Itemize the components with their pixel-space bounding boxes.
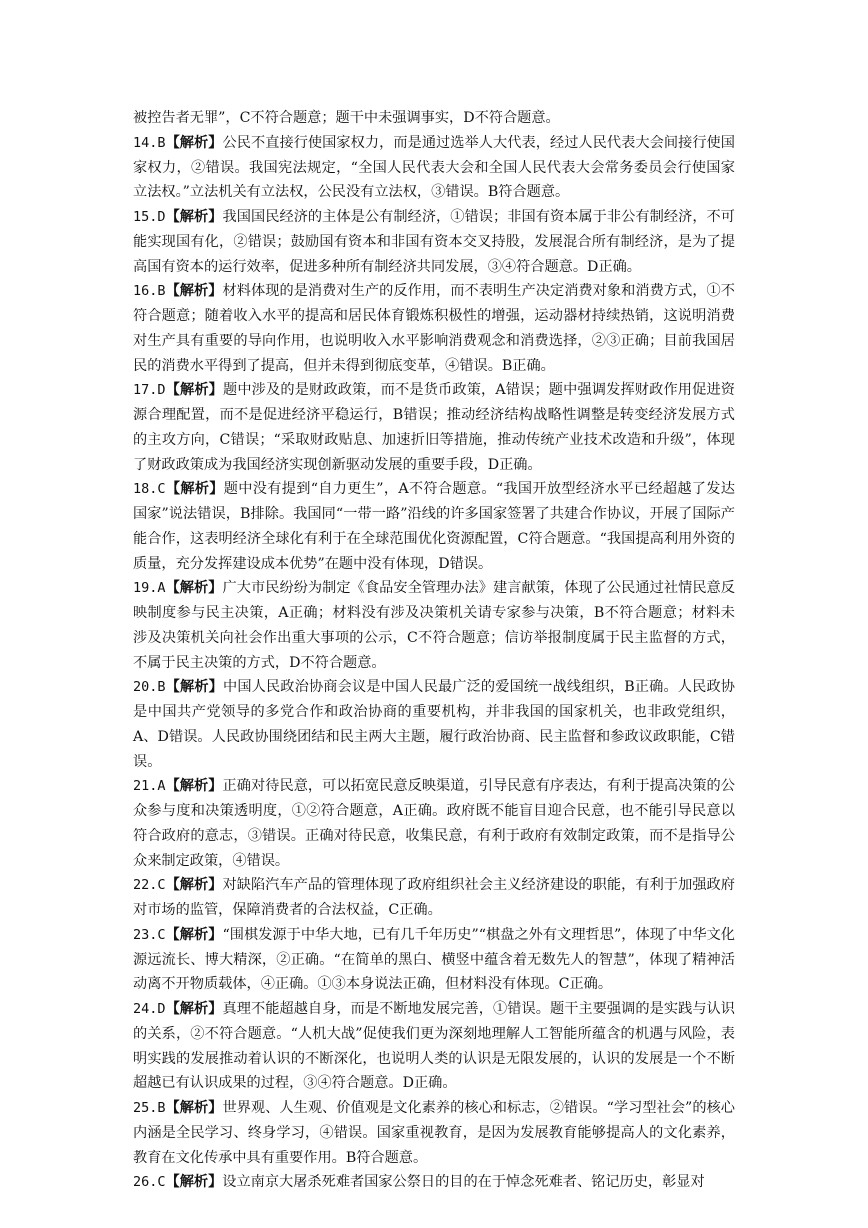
answer-number: 24.D (133, 1001, 166, 1017)
answer-number: 21.A (133, 778, 166, 795)
analysis-tag: 【解析】 (165, 1100, 223, 1116)
analysis-tag: 【解析】 (165, 283, 223, 300)
analysis-tag: 【解析】 (165, 1174, 223, 1191)
analysis-tag: 【解析】 (165, 926, 223, 943)
analysis-entry-16 (133, 279, 735, 378)
answer-number: 14.B (133, 134, 166, 151)
analysis-text: 公民不直接行使国家权力，而是通过选举人大代表，经过人民代表大会间接行使国家权力，②错误。我国宪法规定，“全国人民代表大会和全国人民代表大会常务委员会行使国家立法权。”立法机关有立法权，公民没有立法权，③错误。B符合题意。 (133, 134, 735, 201)
analysis-text: “围棋发源于中华大地，已有几千年历史”“棋盘之外有文理哲思”，体现了中华文化源远流长、博大精深，②正确。“在简单的黑白、横竖中蕴含着无数先人的智慧”，体现了精神活动离不开物质载体，④正确。①③本身说法正确，但材料没有体现。C正确。 (133, 926, 735, 993)
analysis-text: 我国国民经济的主体是公有制经济，①错误；非国有资本属于非公有制经济，不可能实现国有化，②错误；鼓励国有资本和非国有资本交叉持股，发展混合所有制经济，是为了提高国有资本的运行效率，促进多种所有制经济共同发展，③④符合题意。D正确。 (133, 209, 735, 275)
analysis-entry-17 (133, 378, 735, 477)
answer-number: 16.B (133, 283, 166, 300)
answer-number: 25.B (133, 1100, 166, 1116)
analysis-entry-22 (133, 873, 735, 923)
analysis-tag: 【解析】 (165, 134, 223, 151)
analysis-entry-26 (133, 1170, 735, 1195)
analysis-text: 广大市民纷纷为制定《食品安全管理办法》建言献策，体现了公民通过社情民意反映制度参与民主决策，A正确；材料没有涉及决策机关请专家参与决策，B不符合题意；材料未涉及决策机关向社会作出重大事项的公示，C不符合题意；信访举报制度属于民主监督的方式，不属于民主决策的方式，D不符合题意。 (133, 580, 735, 671)
analysis-text: 对缺陷汽车产品的管理体现了政府组织社会主义经济建设的职能，有利于加强政府对市场的监管，保障消费者的合法权益，C正确。 (133, 877, 735, 918)
analysis-text: 中国人民政治协商会议是中国人民最广泛的爱国统一战线组织，B正确。人民政协是中国共产党领导的多党合作和政治协商的重要机构，并非我国的国家机关，也非政党组织，A、D错误。人民政协围绕团结和民主两大主题，履行政治协商、民主监督和参政议政职能，C错误。 (133, 679, 735, 770)
answer-number: 22.C (133, 877, 166, 894)
analysis-tag: 【解析】 (165, 481, 224, 498)
analysis-entry-25 (133, 1096, 735, 1170)
answer-number: 23.C (133, 926, 166, 943)
analysis-entry-24 (133, 997, 735, 1096)
analysis-tag: 【解析】 (165, 877, 223, 894)
answer-number: 15.D (133, 209, 166, 225)
analysis-tag: 【解析】 (165, 679, 223, 696)
analysis-text: 设立南京大屠杀死难者国家公祭日的目的在于悼念死难者、铭记历史，彰显对 (222, 1174, 705, 1191)
analysis-entry-18 (133, 477, 735, 576)
analysis-entry-0 (133, 106, 735, 131)
analysis-text: 题中没有提到“自力更生”，A不符合题意。“我国开放型经济水平已经超越了发达国家”说法错误，B排除。我国同“一带一路”沿线的许多国家签署了共建合作协议，开展了国际产能合作，这表明经济全球化有利于在全球范围优化资源配置，C符合题意。“我国提高利用外资的质量，充分发挥建设成本优势”在题中没有体现，D错误。 (133, 481, 735, 572)
analysis-text: 材料体现的是消费对生产的反作用，而不表明生产决定消费对象和消费方式，①不符合题意；随着收入水平的提高和居民体育锻炼积极性的增强，运动器材持续热销，这说明消费对生产具有重要的导向作用，也说明收入水平影响消费观念和消费选择，②③正确；目前我国居民的消费水平得到了提高，但并未得到彻底变革，④错误。B正确。 (133, 283, 735, 374)
answer-number: 19.A (133, 580, 166, 597)
analysis-text: 世界观、人生观、价值观是文化素养的核心和标志，②错误。“学习型社会”的核心内涵是全民学习、终身学习，④错误。国家重视教育，是因为发展教育能够提高人的文化素养，教育在文化传承中具有重要作用。B符合题意。 (133, 1100, 735, 1166)
analysis-tag: 【解析】 (165, 382, 224, 399)
analysis-tag: 【解析】 (165, 1001, 223, 1017)
analysis-tag: 【解析】 (165, 209, 223, 225)
analysis-text: 真理不能超越自身，而是不断地发展完善，①错误。题干主要强调的是实践与认识的关系，②不符合题意。“人机大战”促使我们更为深刻地理解人工智能所蕴含的机遇与风险，表明实践的发展推动着认识的不断深化，也说明人类的认识是无限发展的，认识的发展是一个不断超越已有认识成果的过程，③④符合题意。D正确。 (133, 1001, 735, 1092)
answer-number: 18.C (133, 481, 166, 498)
analysis-entry-20 (133, 675, 735, 774)
answer-number: 26.C (133, 1174, 166, 1191)
answer-analysis-page (133, 106, 735, 1195)
analysis-entry-15 (133, 205, 735, 279)
analysis-tag: 【解析】 (165, 778, 223, 795)
analysis-text: 正确对待民意，可以拓宽民意反映渠道，引导民意有序表达，有利于提高决策的公众参与度和决策透明度，①②符合题意，A正确。政府既不能盲目迎合民意，也不能引导民意以符合政府的意志，③错误。正确对待民意，收集民意，有利于政府有效制定政策，而不是指导公众来制定政策，④错误。 (133, 778, 735, 869)
analysis-entry-23 (133, 923, 735, 997)
analysis-text: 被控告者无罪”，C不符合题意；题干中未强调事实，D不符合题意。 (133, 110, 560, 126)
analysis-entry-19 (133, 576, 735, 675)
analysis-entry-14 (133, 131, 735, 205)
analysis-text: 题中涉及的是财政政策，而不是货币政策，A错误；题中强调发挥财政作用促进资源合理配置，而不是促进经济平稳运行，B错误；推动经济结构战略性调整是转变经济发展方式的主攻方向，C错误；“采取财政贴息、加速折旧等措施，推动传统产业技术改造和升级”，体现了财政政策成为我国经济实现创新驱动发展的重要手段，D正确。 (133, 382, 735, 473)
answer-number: 20.B (133, 679, 166, 696)
analysis-tag: 【解析】 (165, 580, 223, 597)
answer-number: 17.D (133, 382, 166, 399)
analysis-entry-21 (133, 774, 735, 873)
